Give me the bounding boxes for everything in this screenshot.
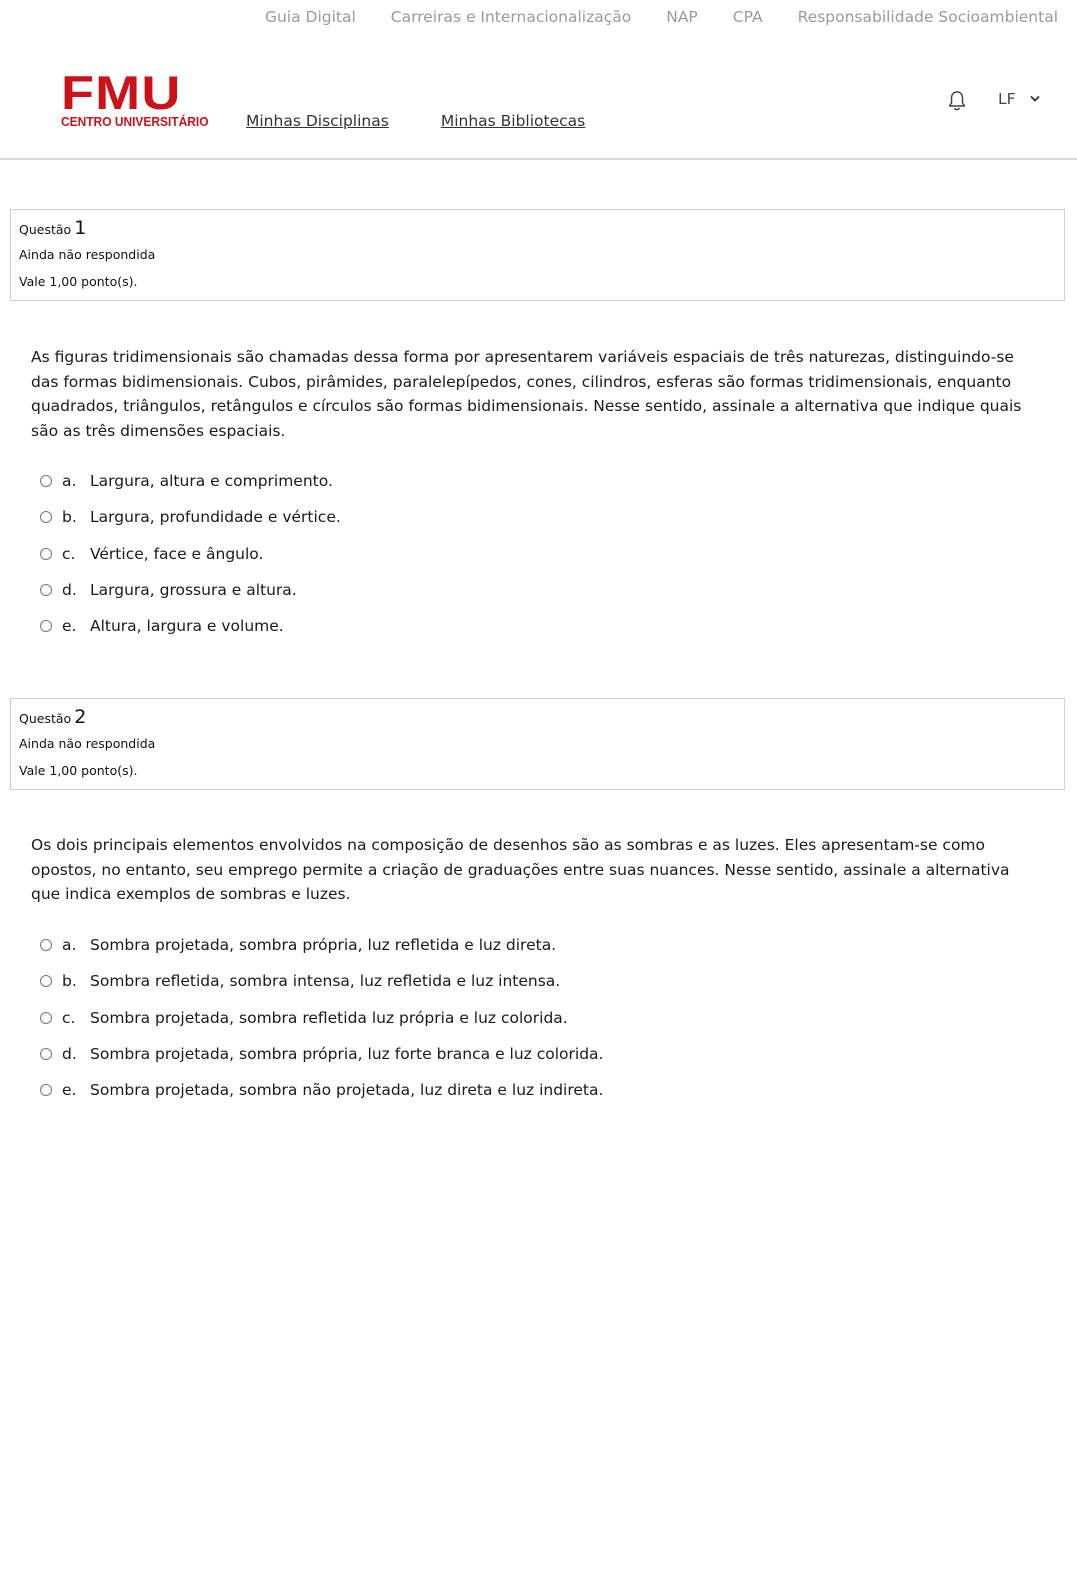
answer-option[interactable] — [40, 1000, 603, 1036]
answer-letter: c. — [62, 1008, 76, 1027]
answer-text[interactable]: Sombra refletida, sombra intensa, luz refletida e luz intensa. — [90, 972, 561, 991]
answer-list-2 — [40, 927, 603, 1108]
answer-option[interactable] — [40, 927, 603, 963]
answer-letter: b. — [62, 972, 77, 991]
answer-option[interactable] — [40, 499, 341, 535]
answer-text[interactable]: Largura, grossura e altura. — [90, 581, 297, 600]
top-utility-nav — [265, 8, 1058, 26]
answer-list-1 — [40, 463, 341, 644]
logo-subtitle: CENTRO UNIVERSITÁRIO — [61, 114, 209, 129]
question-text-1: As figuras tridimensionais são chamadas dessa forma por apresentarem variáveis espaciais de três naturezas, distinguindo-se das formas bidimensionais. Cubos, pirâmides, paralelepípedos, cones, cilindros, esferas são formas tridimensionais, enquanto quadrados, triângulos, retângulos e círculos são formas bidimensionais. Nesse sentido, assinale a alternativa que indique quais são as três dimensões espaciais. — [31, 348, 1022, 440]
question-info-1 — [10, 209, 1065, 301]
user-initials: LF — [998, 90, 1016, 108]
user-menu[interactable] — [998, 90, 1040, 108]
answer-text[interactable]: Altura, largura e volume. — [90, 617, 284, 636]
answer-option[interactable] — [40, 572, 341, 608]
question-number-value: 1 — [74, 217, 87, 239]
question-label: Questão — [19, 711, 72, 726]
nav-minhas-disciplinas[interactable]: Minhas Disciplinas — [246, 112, 389, 130]
answer-text[interactable]: Largura, profundidade e vértice. — [90, 508, 341, 527]
answer-letter: a. — [62, 936, 77, 955]
answer-text[interactable]: Sombra projetada, sombra própria, luz forte branca e luz colorida. — [90, 1045, 604, 1064]
answer-text[interactable]: Vértice, face e ângulo. — [90, 544, 264, 563]
top-link-guia-digital[interactable]: Guia Digital — [264, 8, 356, 26]
top-link-responsabilidade[interactable]: Responsabilidade Socioambiental — [797, 8, 1058, 26]
answer-letter: b. — [62, 508, 77, 527]
site-header — [0, 48, 1077, 160]
chevron-down-icon — [1030, 95, 1040, 103]
answer-radio[interactable] — [40, 1012, 52, 1024]
answer-radio[interactable] — [40, 620, 52, 632]
answer-text[interactable]: Sombra projetada, sombra refletida luz própria e luz colorida. — [90, 1008, 568, 1027]
answer-radio[interactable] — [40, 939, 52, 951]
answer-option[interactable] — [40, 1072, 603, 1108]
answer-radio[interactable] — [40, 1048, 52, 1060]
question-number — [19, 216, 1064, 242]
top-link-nap[interactable]: NAP — [666, 8, 698, 26]
question-status: Ainda não respondida — [19, 247, 156, 262]
answer-text[interactable]: Largura, altura e comprimento. — [90, 472, 333, 491]
fmu-logo[interactable] — [61, 66, 209, 129]
question-status: Ainda não respondida — [19, 736, 156, 751]
answer-option[interactable] — [40, 1036, 603, 1072]
answer-option[interactable] — [40, 463, 341, 499]
answer-letter: a. — [62, 472, 77, 491]
bell-icon[interactable] — [947, 90, 967, 112]
question-number — [19, 705, 1064, 731]
answer-radio[interactable] — [40, 548, 52, 560]
nav-minhas-bibliotecas[interactable]: Minhas Bibliotecas — [440, 112, 586, 130]
answer-option[interactable] — [40, 536, 341, 572]
answer-letter: e. — [62, 617, 77, 636]
answer-radio[interactable] — [40, 1084, 52, 1096]
question-text-2: Os dois principais elementos envolvidos na composição de desenhos são as sombras e as luzes. Eles apresentam-se como opostos, no entanto, seu emprego permite a criação de graduações entre suas nuances. Nesse sentido, assinale a alternativa que indica exemplos de sombras e luzes. — [31, 836, 1010, 903]
logo-title: FMU — [61, 66, 182, 119]
answer-letter: d. — [62, 581, 77, 600]
question-number-value: 2 — [74, 706, 87, 728]
answer-radio[interactable] — [40, 975, 52, 987]
top-link-carreiras[interactable]: Carreiras e Internacionalização — [390, 8, 632, 26]
answer-option[interactable] — [40, 963, 603, 999]
main-nav — [246, 112, 585, 130]
answer-text[interactable]: Sombra projetada, sombra não projetada, luz direta e luz indireta. — [90, 1081, 604, 1100]
answer-radio[interactable] — [40, 475, 52, 487]
answer-letter: e. — [62, 1081, 77, 1100]
question-label: Questão — [19, 222, 72, 237]
answer-text[interactable]: Sombra projetada, sombra própria, luz refletida e luz direta. — [90, 936, 557, 955]
answer-letter: c. — [62, 544, 76, 563]
answer-radio[interactable] — [40, 584, 52, 596]
answer-radio[interactable] — [40, 511, 52, 523]
question-info-2 — [10, 698, 1065, 790]
top-link-cpa[interactable]: CPA — [732, 8, 763, 26]
question-value: Vale 1,00 ponto(s). — [19, 274, 138, 289]
answer-option[interactable] — [40, 608, 341, 644]
answer-letter: d. — [62, 1045, 77, 1064]
question-value: Vale 1,00 ponto(s). — [19, 763, 138, 778]
